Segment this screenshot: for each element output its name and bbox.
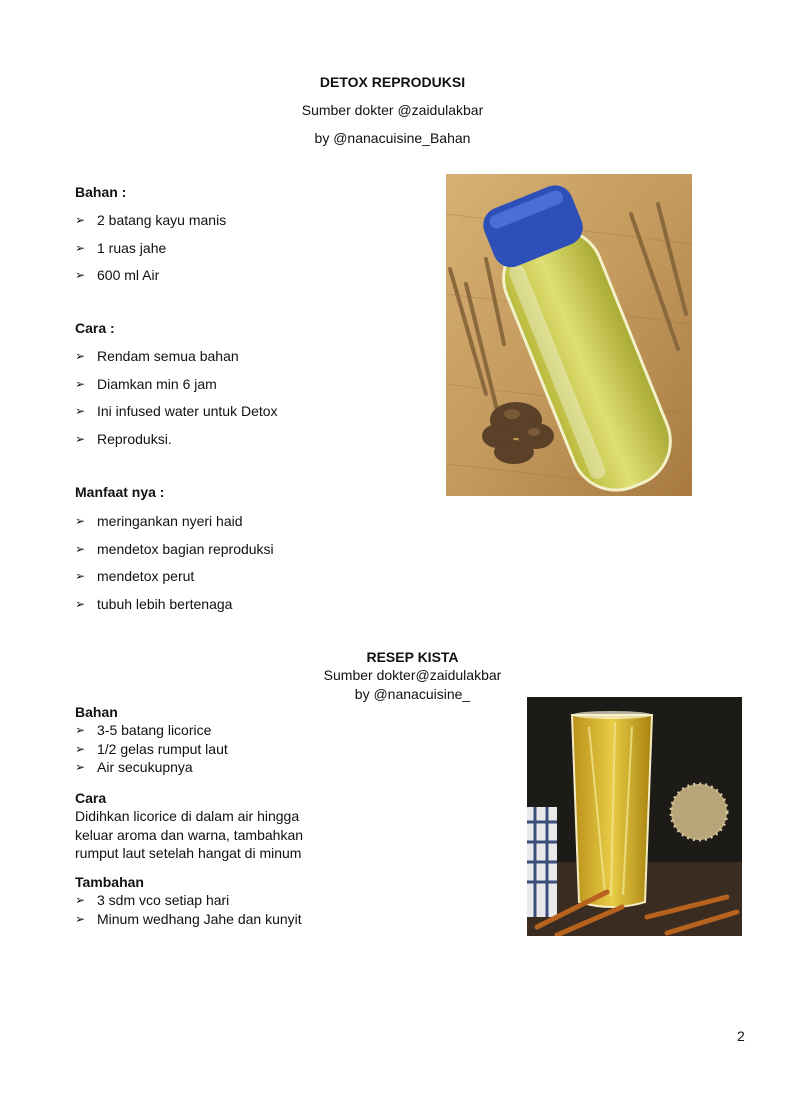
infused-water-bottle-photo xyxy=(446,174,692,496)
list-item: ➢ 2 batang kayu manis xyxy=(75,212,227,228)
list-item: ➢ 3-5 batang licorice xyxy=(75,722,212,738)
arrow-bullet-icon: ➢ xyxy=(75,376,86,391)
arrow-bullet-icon: ➢ xyxy=(75,741,86,756)
arrow-bullet-icon: ➢ xyxy=(75,514,86,528)
list-item: ➢ Ini infused water untuk Detox xyxy=(75,403,278,419)
list-item: ➢ meringankan nyeri haid xyxy=(75,513,243,529)
section-1-title: DETOX REPRODUKSI xyxy=(319,74,466,90)
list-item: ➢ mendetox perut xyxy=(75,568,195,584)
manfaat-heading: Manfaat nya : xyxy=(75,484,165,500)
arrow-bullet-icon: ➢ xyxy=(75,723,86,737)
arrow-bullet-icon: ➢ xyxy=(75,213,86,227)
arrow-bullet-icon: ➢ xyxy=(75,404,86,418)
cara-2-line: rumput laut setelah hangat di minum xyxy=(75,845,302,861)
cara-2-text xyxy=(75,807,303,863)
list-item: ➢ Diamkan min 6 jam xyxy=(75,375,217,392)
arrow-bullet-icon: ➢ xyxy=(75,893,86,907)
list-item: ➢ Rendam semua bahan xyxy=(75,348,239,364)
licorice-drink-photo xyxy=(527,697,742,936)
bahan-2-list xyxy=(75,721,228,777)
arrow-bullet-icon: ➢ xyxy=(75,596,86,611)
cara-2-line: keluar aroma dan warna, tambahkan xyxy=(75,826,304,843)
list-item: ➢ tubuh lebih bertenaga xyxy=(75,595,233,612)
arrow-bullet-icon: ➢ xyxy=(75,911,86,926)
arrow-bullet-icon: ➢ xyxy=(75,240,86,255)
arrow-bullet-icon: ➢ xyxy=(75,541,86,556)
cara-list xyxy=(75,346,278,456)
tambahan-heading: Tambahan xyxy=(75,874,144,890)
arrow-bullet-icon: ➢ xyxy=(75,760,86,774)
list-item: ➢ 3 sdm vco setiap hari xyxy=(75,892,230,908)
bahan-list xyxy=(75,210,226,293)
arrow-bullet-icon: ➢ xyxy=(75,268,86,282)
section-1-byline: by @nanacuisine_Bahan xyxy=(314,130,471,146)
bahan-2-heading: Bahan xyxy=(75,704,118,720)
section-2-source: Sumber dokter@zaidulakbar xyxy=(323,667,502,683)
list-item: ➢ 1 ruas jahe xyxy=(75,239,167,256)
list-item: ➢ Reproduksi. xyxy=(75,430,172,447)
list-item: ➢ 1/2 gelas rumput laut xyxy=(75,740,228,757)
arrow-bullet-icon: ➢ xyxy=(75,569,86,583)
section-2-byline: by @nanacuisine_ xyxy=(354,686,471,702)
tambahan-list xyxy=(75,891,302,928)
list-item: ➢ Air secukupnya xyxy=(75,759,193,775)
cara-2-line: Didihkan licorice di dalam air hingga xyxy=(75,808,300,824)
cara-2-heading: Cara xyxy=(75,790,107,806)
list-item: ➢ 600 ml Air xyxy=(75,267,160,283)
page-number: 2 xyxy=(737,1028,745,1044)
manfaat-list xyxy=(75,511,274,621)
cara-heading: Cara : xyxy=(75,320,115,336)
section-2-title: RESEP KISTA xyxy=(366,649,459,665)
bahan-heading: Bahan : xyxy=(75,184,127,200)
list-item: ➢ Minum wedhang Jahe dan kunyit xyxy=(75,910,302,927)
list-item: ➢ mendetox bagian reproduksi xyxy=(75,540,274,557)
arrow-bullet-icon: ➢ xyxy=(75,431,86,446)
section-1-source: Sumber dokter @zaidulakbar xyxy=(301,102,484,118)
arrow-bullet-icon: ➢ xyxy=(75,349,86,363)
